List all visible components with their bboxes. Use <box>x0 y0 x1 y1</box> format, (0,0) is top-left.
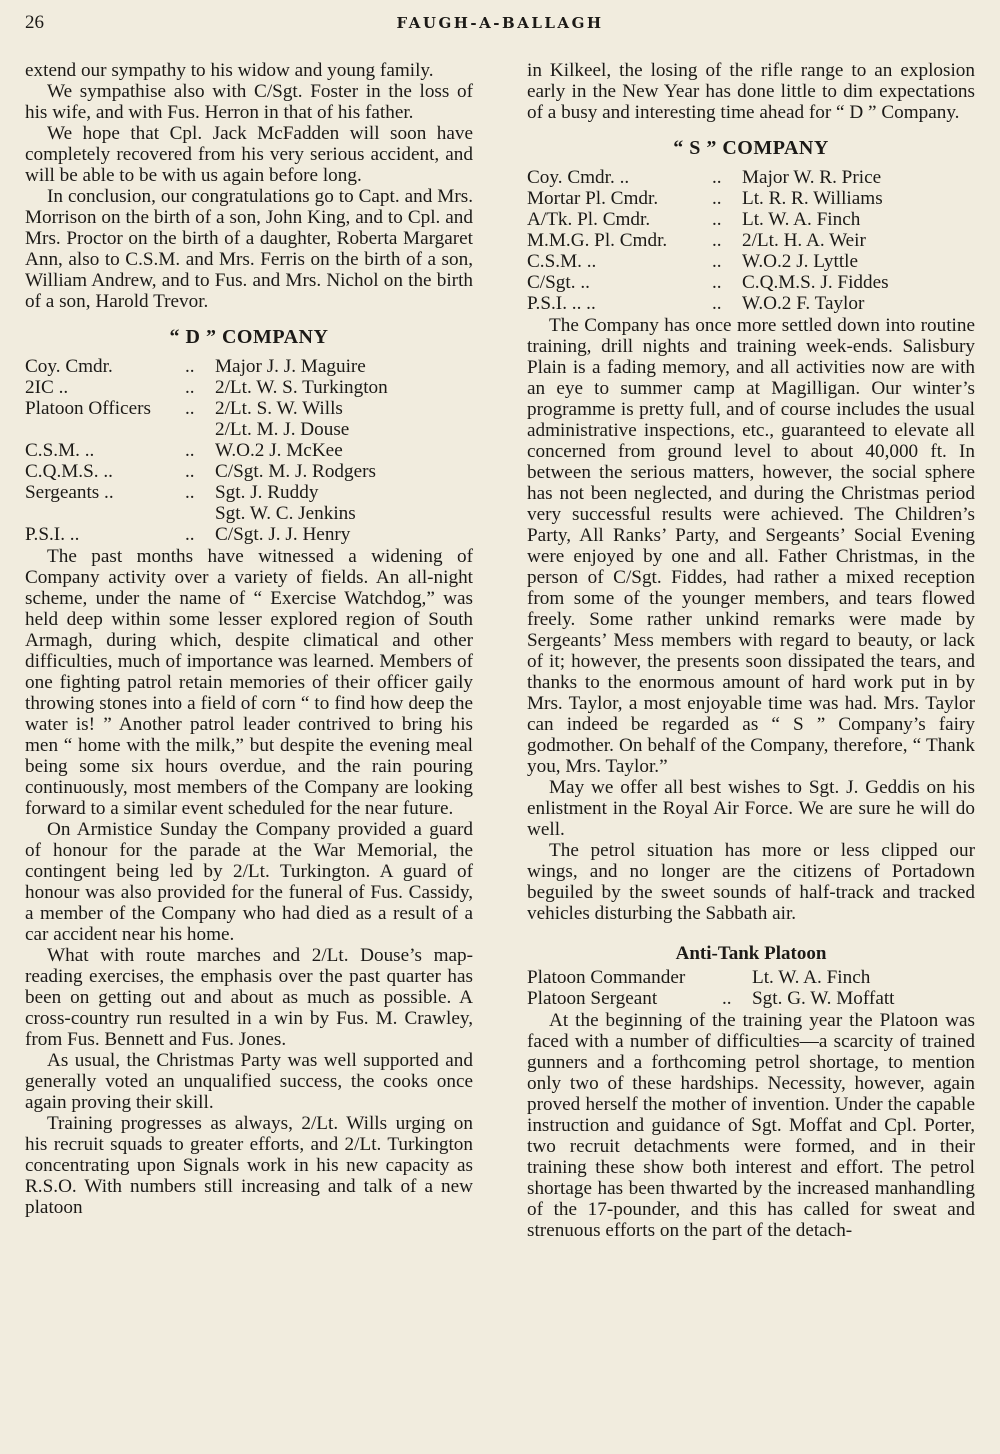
roster-role: Coy. Cmdr. .. <box>527 167 630 188</box>
roster-row <box>25 377 473 398</box>
roster-name: Lt. W. A. Finch <box>742 209 861 230</box>
roster-role <box>25 503 185 524</box>
roster-dots: .. <box>712 293 722 314</box>
paragraph: We sympathise also with C/Sgt. Foster in the loss of his wife, and with Fus. Herron in that of his father. <box>25 81 473 123</box>
roster-name: Major J. J. Maguire <box>215 356 366 377</box>
roster-row <box>527 230 975 251</box>
roster-role: A/Tk. Pl. Cmdr. <box>527 209 651 230</box>
roster-row <box>25 419 473 440</box>
roster-role: Sergeants .. <box>25 482 114 503</box>
roster-dots: .. <box>185 461 195 482</box>
roster-name: Lt. R. R. Williams <box>742 188 883 209</box>
roster-dots: .. <box>185 398 195 419</box>
roster-dots: .. <box>185 482 195 503</box>
paragraph: On Armistice Sunday the Company provided a guard of honour for the parade at the War Memorial, the contingent being led by 2/Lt. Turkington. A guard of honour was also provided for the funeral of Fus. Cassidy, a member of the Company who had died as a result of a car accident near his home. <box>25 819 473 945</box>
roster-name: 2/Lt. H. A. Weir <box>742 230 866 251</box>
roster-dots: .. <box>712 209 722 230</box>
paragraph: Training progresses as always, 2/Lt. Wills urging on his recruit squads to greater efforts, and 2/Lt. Turkington concentrating upon Signals work in his new capacity as R.S.O. With numbers still increasing and talk of a new platoon <box>25 1113 473 1218</box>
roster-dots: .. <box>712 167 722 188</box>
roster-role: C.S.M. .. <box>25 440 95 461</box>
roster-row <box>527 293 975 314</box>
roster-role: C.S.M. .. <box>527 251 597 272</box>
roster-name: Lt. W. A. Finch <box>752 967 871 988</box>
section-heading-d-company: “ D ” COMPANY <box>169 326 329 348</box>
roster-row <box>25 524 473 545</box>
roster-name: W.O.2 J. McKee <box>215 440 343 461</box>
roster-dots: .. <box>185 524 195 545</box>
roster-row <box>25 461 473 482</box>
paragraph: What with route marches and 2/Lt. Douse’s map-reading exercises, the emphasis over the past quarter has been on getting out and about as much as possible. A cross-country run resulted in a win by Fus. M. Crawley, from Fus. Bennett and Fus. Jones. <box>25 945 473 1050</box>
roster-dots: .. <box>712 251 722 272</box>
roster-row <box>527 967 975 988</box>
right-column <box>527 60 975 1241</box>
roster-row <box>25 440 473 461</box>
roster-dots: .. <box>712 230 722 251</box>
paragraph: in Kilkeel, the losing of the rifle range to an explosion early in the New Year has done little to dim expectations of a busy and interesting time ahead for “ D ” Company. <box>527 60 975 123</box>
roster-role: 2IC .. <box>25 377 69 398</box>
roster-role: C/Sgt. .. <box>527 272 590 293</box>
page-number: 26 <box>25 12 44 33</box>
roster-row <box>527 167 975 188</box>
roster-dots: .. <box>712 188 722 209</box>
roster-name: 2/Lt. M. J. Douse <box>215 419 350 440</box>
paragraph: We hope that Cpl. Jack McFadden will soon have completely recovered from his very serious accident, and will be able to be with us again before long. <box>25 123 473 186</box>
roster-role: Coy. Cmdr. <box>25 356 113 377</box>
anti-tank-roster <box>527 967 975 1009</box>
roster-role: Platoon Officers <box>25 398 151 419</box>
roster-role: P.S.I. .. .. <box>527 293 596 314</box>
roster-name: Sgt. W. C. Jenkins <box>215 503 356 524</box>
roster-row <box>527 209 975 230</box>
roster-dots: .. <box>722 988 732 1009</box>
roster-row <box>527 251 975 272</box>
paragraph: The past months have witnessed a widening of Company activity over a variety of fields. An all-night scheme, under the name of “ Exercise Watchdog,” was held deep within some lesser explored region of South Armagh, during which, despite climatical and other difficulties, much of importance was learned. Members of one fighting patrol retain memories of their officer gaily throwing stones into a field of corn “ to find how deep the water is! ” Another patrol leader contrived to bring his men “ home with the milk,” but despite the evening meal being some six hours overdue, and the rain pouring continuously, most members of the Company are looking forward to a similar event scheduled for the near future. <box>25 546 473 819</box>
roster-dots: .. <box>712 272 722 293</box>
roster-name: 2/Lt. S. W. Wills <box>215 398 343 419</box>
paragraph: In conclusion, our congratulations go to Capt. and Mrs. Morrison on the birth of a son, John King, and to Cpl. and Mrs. Proctor on the birth of a daughter, Roberta Margaret Ann, also to C.S.M. and Mrs. Ferris on the birth of a son, William Andrew, and to Fus. and Mrs. Nichol on the birth of a son, Harold Trevor. <box>25 186 473 312</box>
paragraph: At the beginning of the training year the Platoon was faced with a number of difficulties—a scarcity of trained gunners and a forthcoming petrol shortage, to mention only two of these hardships. Necessity, however, again proved herself the mother of invention. Under the capable instruction and guidance of Sgt. Moffat and Cpl. Porter, two recruit detachments were formed, and in their training these show both interest and effort. The petrol shortage has been thwarted by the increased manhandling of the 17-pounder, and this has called for sweat and strenuous efforts on the part of the detach- <box>527 1010 975 1241</box>
running-title: FAUGH-A-BALLAGH <box>396 14 604 32</box>
roster-name: 2/Lt. W. S. Turkington <box>215 377 388 398</box>
roster-name: Sgt. J. Ruddy <box>215 482 319 503</box>
roster-dots: .. <box>185 377 195 398</box>
roster-row <box>527 188 975 209</box>
roster-role: P.S.I. .. <box>25 524 80 545</box>
left-column <box>25 60 473 1218</box>
roster-dots: .. <box>185 440 195 461</box>
roster-name: Sgt. G. W. Moffatt <box>752 988 895 1009</box>
roster-name: C/Sgt. J. J. Henry <box>215 524 351 545</box>
paragraph: The petrol situation has more or less clipped our wings, and no longer are the citizens of Portadown beguiled by the sweet sounds of half-track and tracked vehicles disturbing the Sabbath air. <box>527 840 975 924</box>
roster-role <box>25 419 185 440</box>
paragraph: extend our sympathy to his widow and young family. <box>25 60 434 81</box>
roster-name: W.O.2 F. Taylor <box>742 293 865 314</box>
roster-role: Platoon Sergeant <box>527 988 658 1009</box>
roster-role: Mortar Pl. Cmdr. <box>527 188 659 209</box>
d-company-roster <box>25 356 473 545</box>
roster-dots: .. <box>185 356 195 377</box>
roster-name: W.O.2 J. Lyttle <box>742 251 859 272</box>
s-company-roster <box>527 167 975 314</box>
section-heading-anti-tank-platoon: Anti-Tank Platoon <box>675 943 827 964</box>
roster-role: M.M.G. Pl. Cmdr. <box>527 230 668 251</box>
roster-dots <box>185 419 215 440</box>
roster-row <box>25 398 473 419</box>
roster-name: Major W. R. Price <box>742 167 882 188</box>
roster-row <box>25 482 473 503</box>
roster-row <box>527 988 975 1009</box>
roster-name: C.Q.M.S. J. Fiddes <box>742 272 889 293</box>
roster-dots <box>185 503 215 524</box>
paragraph: May we offer all best wishes to Sgt. J. Geddis on his enlistment in the Royal Air Force. We are sure he will do well. <box>527 777 975 840</box>
roster-row <box>527 272 975 293</box>
paragraph: As usual, the Christmas Party was well supported and generally voted an unqualified success, the cooks once again proving their skill. <box>25 1050 473 1113</box>
roster-name: C/Sgt. M. J. Rodgers <box>215 461 376 482</box>
section-heading-s-company: “ S ” COMPANY <box>673 137 829 159</box>
page-header <box>25 12 975 40</box>
roster-role: Platoon Commander <box>527 967 686 988</box>
paragraph: The Company has once more settled down into routine training, drill nights and training week-ends. Salisbury Plain is a fading memory, and all activities now are with an eye to summer camp at Magilligan. Our winter’s programme is pretty full, and of course includes the usual administrative inspections, etc., guaranteed to elevate all concerned from ground level to about 40,000 ft. In between the serious matters, however, the social sphere has not been neglected, and during the Christmas period very successful results were achieved. The Children’s Party, All Ranks’ Party, and Sergeants’ Social Evening were enjoyed by one and all. Father Christmas, in the person of C/Sgt. Fiddes, had rather a mixed reception from some of the younger members, and tears flowed freely. Some rather unkind remarks were made by Sergeants’ Mess members with regard to beauty, or lack of it; however, the presents soon dissipated the tears, and thanks to the enormous amount of hard work put in by Mrs. Taylor, a most enjoyable time was had. Mrs. Taylor can indeed be regarded as “ S ” Company’s fairy godmother. On behalf of the Company, therefore, “ Thank you, Mrs. Taylor.” <box>527 315 975 777</box>
roster-row <box>25 356 473 377</box>
roster-row <box>25 503 473 524</box>
roster-role: C.Q.M.S. .. <box>25 461 113 482</box>
roster-dots <box>722 967 752 988</box>
